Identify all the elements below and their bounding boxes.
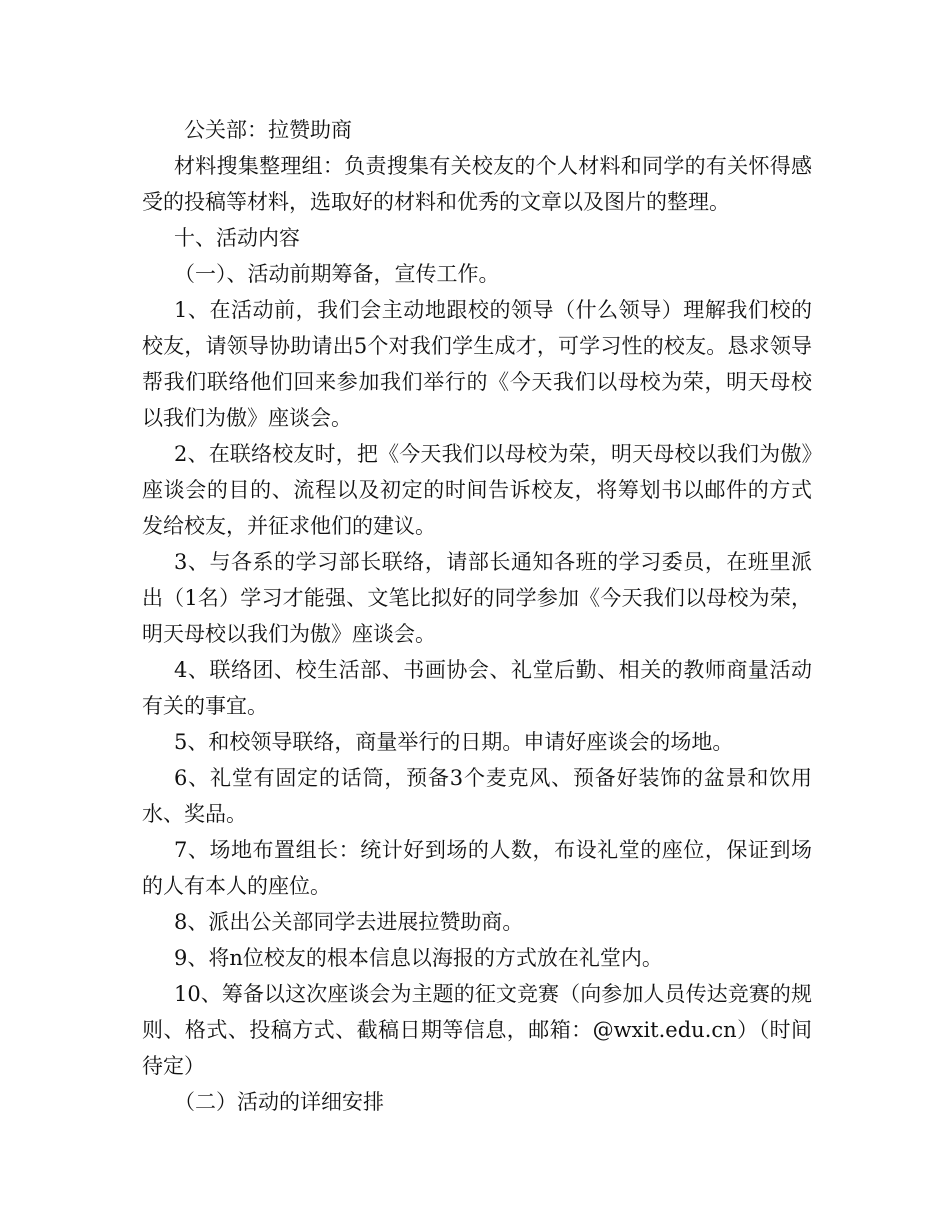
subsection-heading-detailed-arrangement: （二）活动的详细安排 [174,1090,384,1114]
list-item-4: 4、联络团、校生活部、书画协会、礼堂后勤、相关的教师商量活动有关的事宜。 [142,658,812,718]
list-item-9: 9、将n位校友的根本信息以海报的方式放在礼堂内。 [174,946,663,970]
list-item-8: 8、派出公关部同学去进展拉赞助商。 [174,910,524,934]
list-item-7: 7、场地布置组长：统计好到场的人数，布设礼堂的座位，保证到场的人有本人的座位。 [142,838,812,898]
document-body [142,112,812,1120]
list-item-10: 10、筹备以这次座谈会为主题的征文竞赛（向参加人员传达竞赛的规则、格式、投稿方式、截稿日期等信息，邮箱：@wxit.edu.cn）（时间待定） [142,982,812,1078]
list-item-1: 1、在活动前，我们会主动地跟校的领导（什么领导）理解我们校的校友，请领导协助请出5个对我们学生成才，可学习性的校友。恳求领导帮我们联络他们回来参加我们举行的《今天我们以母校为荣，明天母校以我们为傲》座谈会。 [142,298,812,430]
list-item-5: 5、和校领导联络，商量举行的日期。申请好座谈会的场地。 [174,730,734,754]
section-heading-activity-content: 十、活动内容 [174,226,300,250]
paragraph-materials-team: 材料搜集整理组：负责搜集有关校友的个人材料和同学的有关怀得感受的投稿等材料，选取好的材料和优秀的文章以及图片的整理。 [142,154,812,214]
paragraph-pr-department: 公关部：拉赞助商 [184,118,352,142]
subsection-heading-preparation: （一）、活动前期筹备，宣传工作。 [174,262,500,286]
list-item-3: 3、与各系的学习部长联络，请部长通知各班的学习委员，在班里派出（1名）学习才能强、文笔比拟好的同学参加《今天我们以母校为荣，明天母校以我们为傲》座谈会。 [142,550,812,646]
list-item-6: 6、礼堂有固定的话筒，预备3个麦克风、预备好装饰的盆景和饮用水、奖品。 [142,766,812,826]
list-item-2: 2、在联络校友时，把《今天我们以母校为荣，明天母校以我们为傲》座谈会的目的、流程以及初定的时间告诉校友，将筹划书以邮件的方式发给校友，并征求他们的建议。 [142,442,812,538]
